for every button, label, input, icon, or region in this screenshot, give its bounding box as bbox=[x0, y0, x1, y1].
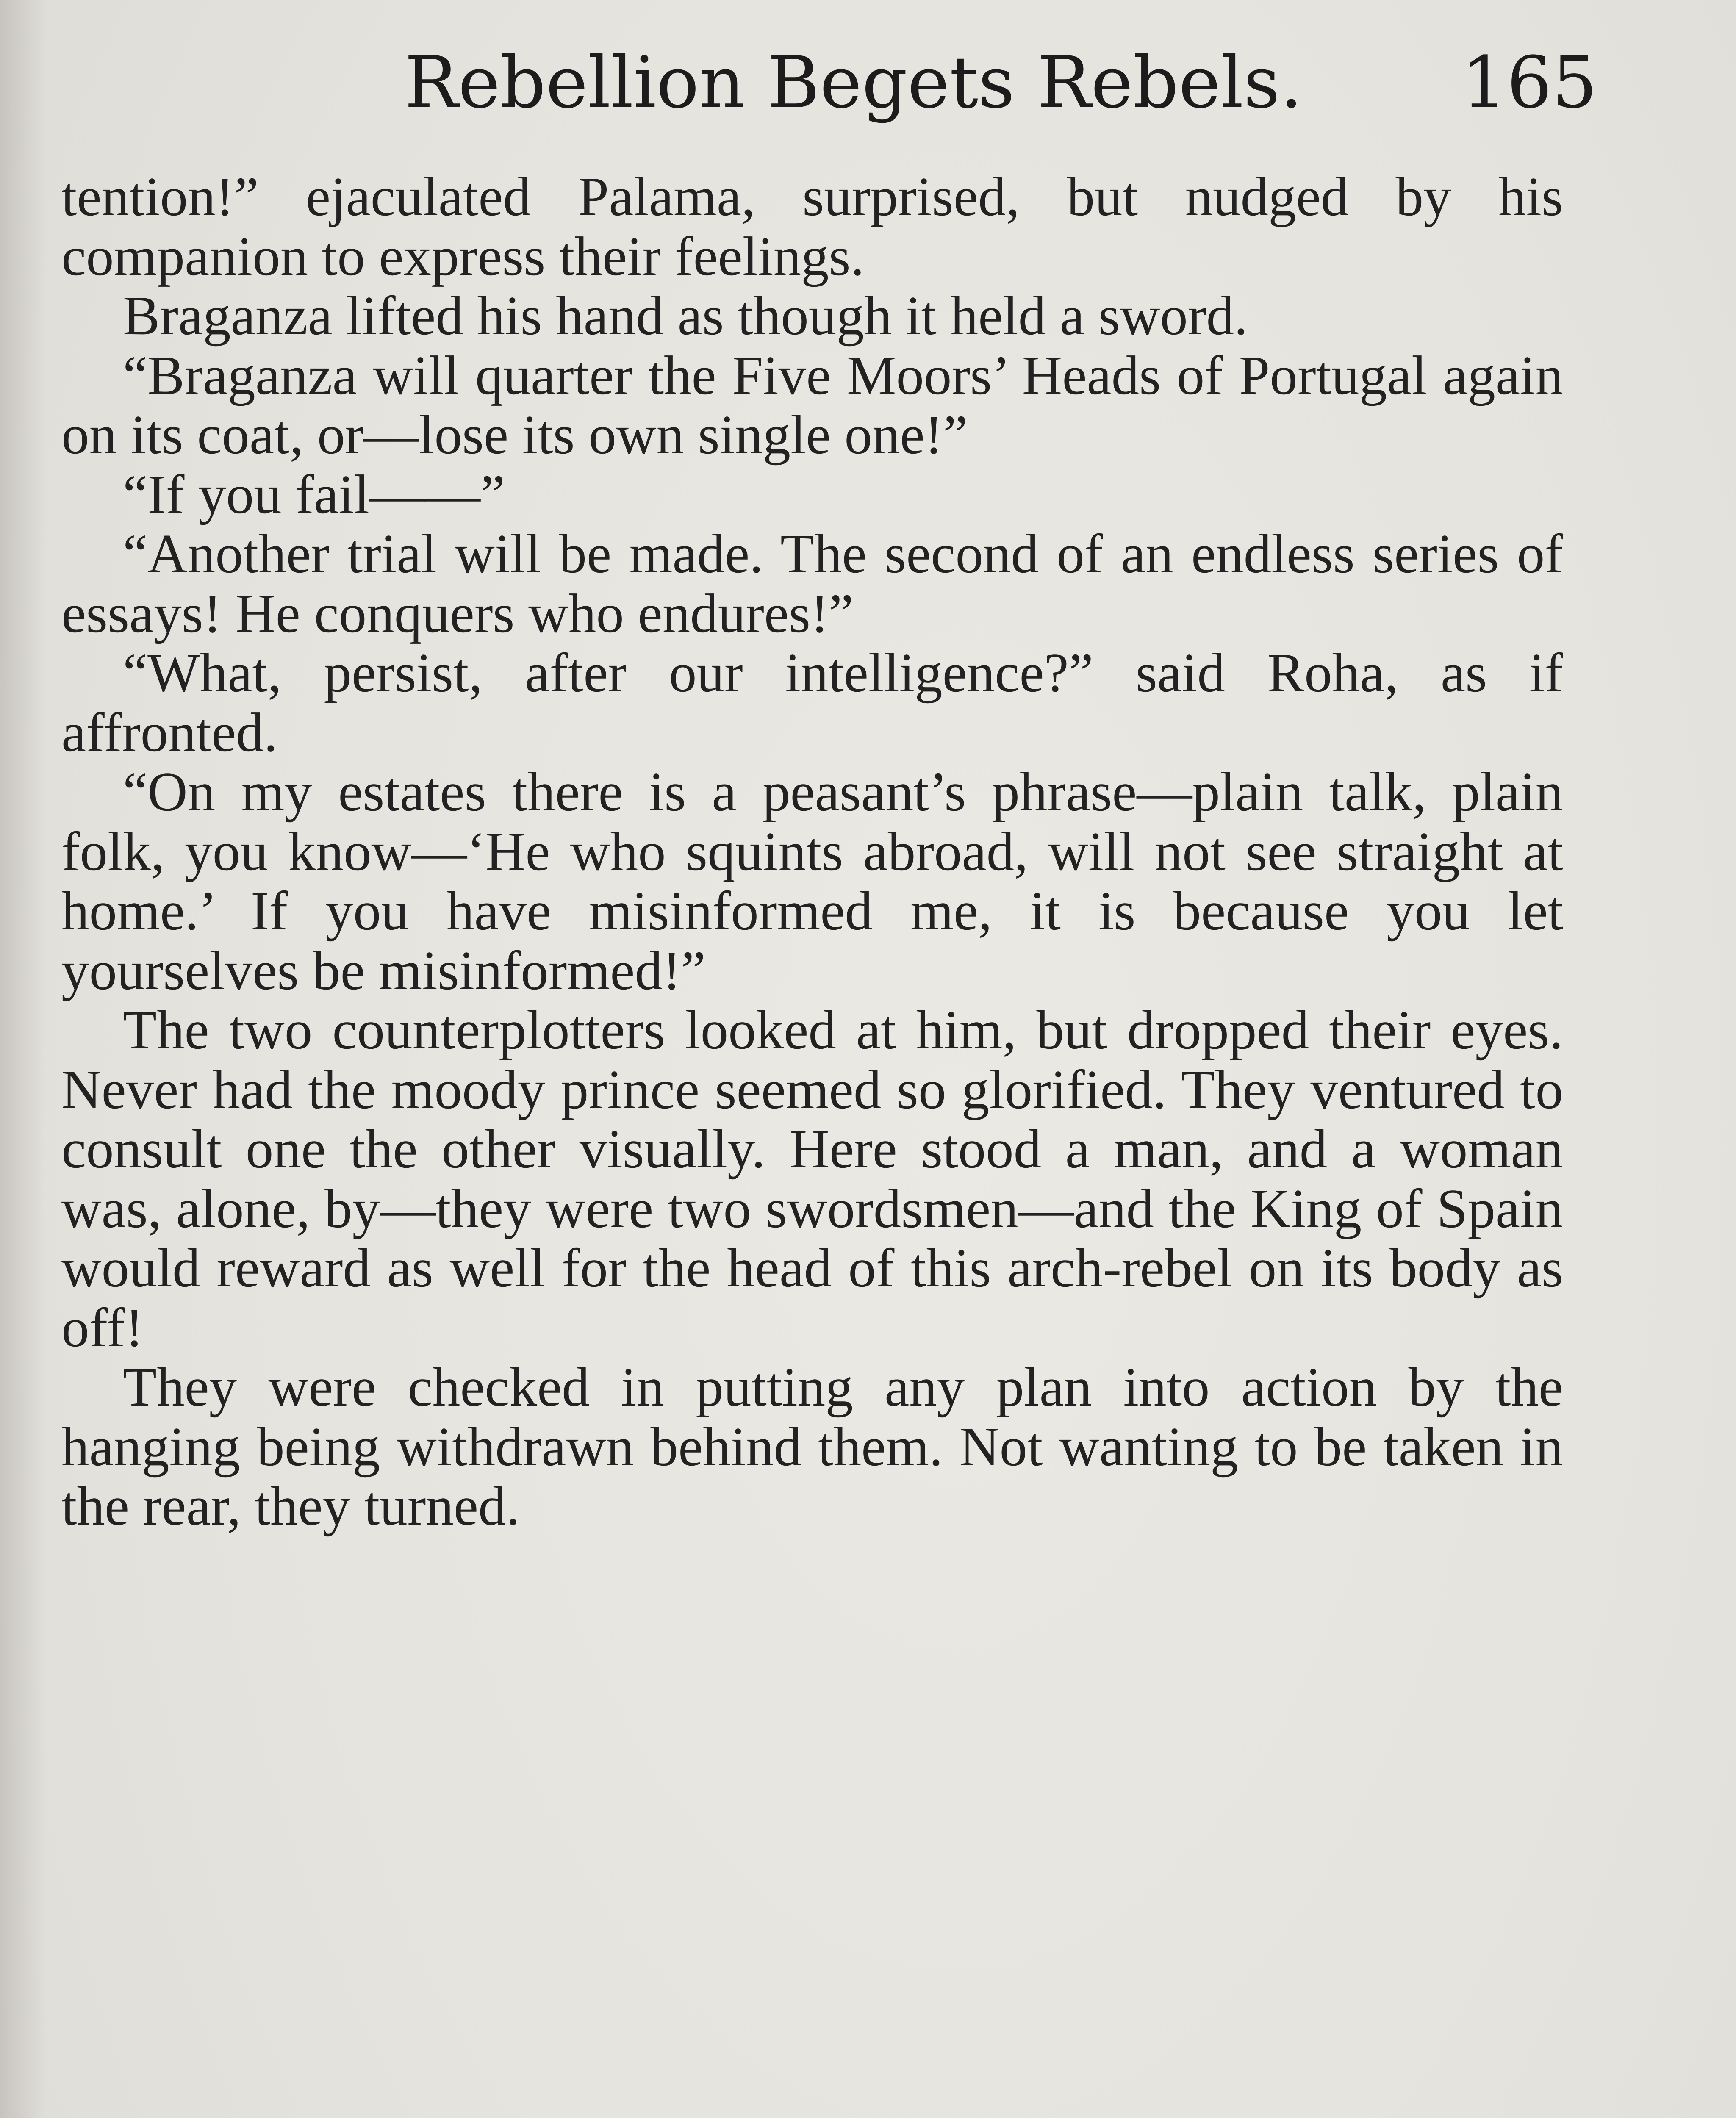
paragraph-4: “If you fail——” bbox=[123, 463, 505, 525]
body-text bbox=[61, 167, 1563, 1536]
paragraph-6: “What, persist, after our intelligence?” said Roha, as if affronted. bbox=[61, 642, 1563, 763]
running-title: Rebellion Begets Rebels. bbox=[405, 41, 1303, 124]
paragraph-3: “Braganza will quarter the Five Moors’ Heads of Portugal again on its coat, or—lose its own single one!” bbox=[61, 344, 1563, 466]
paragraph-2: Braganza lifted his hand as though it held a sword. bbox=[123, 285, 1248, 347]
paragraph-5: “Another trial will be made. The second of an endless series of essays! He conquers who endures!” bbox=[61, 523, 1563, 644]
paragraph-7: “On my estates there is a peasant’s phrase—plain talk, plain folk, you know—‘He who squints abroad, will not see straight at home.’ If you have misinformed me, it is because you let yourselves be misinformed!” bbox=[61, 761, 1563, 1001]
paragraph-1: tention!” ejaculated Palama, surprised, but nudged by his companion to express their feelings. bbox=[61, 166, 1563, 287]
page-number: 165 bbox=[1461, 41, 1597, 124]
paragraph-9: They were checked in putting any plan into action by the hanging being withdrawn behind them. Not wanting to be taken in the rear, they turned. bbox=[61, 1356, 1563, 1537]
paragraph-8: The two counterplotters looked at him, but dropped their eyes. Never had the moody prince seemed so glorified. They ventured to consult one the other visually. Here stood a man, and a woman was, alone, by—they were two swordsmen—and the King of Spain would reward as well for the head of this arch-rebel on its body as off! bbox=[61, 999, 1563, 1358]
page-gutter-shadow bbox=[0, 0, 47, 2118]
page-header bbox=[0, 40, 1736, 125]
